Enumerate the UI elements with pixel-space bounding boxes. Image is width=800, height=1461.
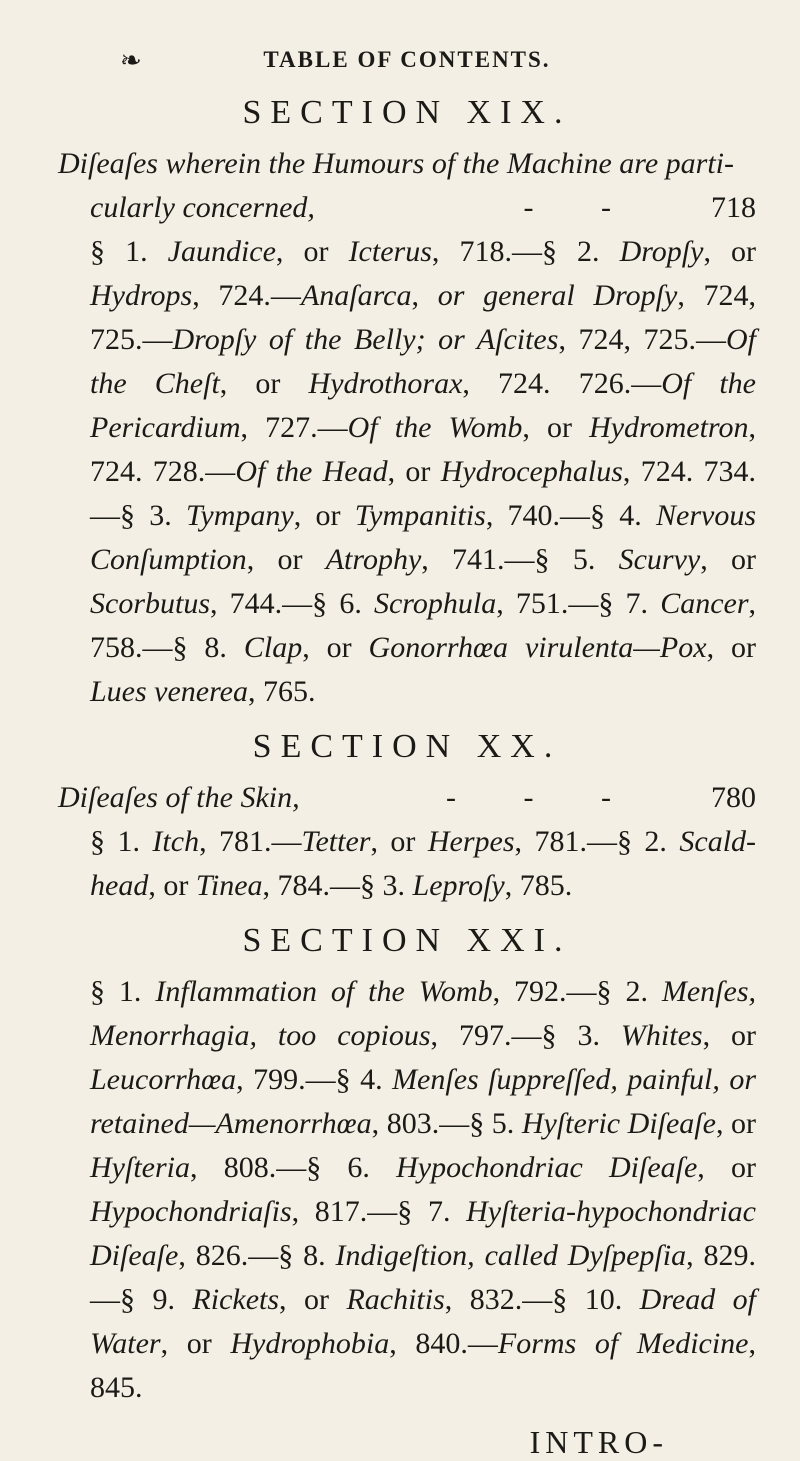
- entry-reference: , 784.—§ 3.: [262, 869, 413, 902]
- entry-topic: Hypochondriaſis: [90, 1195, 292, 1228]
- entry-topic: Hydrops: [90, 279, 193, 312]
- section-19: [58, 94, 756, 714]
- entry-topic: Of the Pericardium: [90, 367, 756, 444]
- entry-topic: Forms of Medicine: [497, 1327, 749, 1360]
- entry-reference: , or: [715, 1107, 756, 1140]
- leader-dashes: - - -: [446, 781, 641, 814]
- entry-reference: , or: [387, 455, 441, 488]
- entry-reference: , 741.—§ 5.: [421, 543, 619, 576]
- section-intro-text-2: cularly concerned,: [90, 191, 315, 224]
- entry-topic: Rickets: [192, 1283, 280, 1316]
- entry-topic: Hyſteric Diſeaſe: [521, 1107, 716, 1140]
- section-intro: [58, 142, 756, 186]
- entry-topic: Icterus: [328, 235, 432, 268]
- entry-reference: , or: [702, 1019, 757, 1052]
- entry-topic: Tinea: [195, 869, 263, 902]
- entry-topic: Of the Womb: [347, 411, 523, 444]
- entry-reference: , 724, 725.—: [90, 279, 757, 356]
- entry-topic: Menſes ſuppreſſed, painful, or retained—Amenorrhœa: [90, 1063, 756, 1140]
- section-page-number: 718: [711, 191, 756, 224]
- entry-topic: Jaundice: [167, 235, 276, 268]
- section-heading: SECTION XXI.: [242, 922, 572, 959]
- running-header: [58, 40, 756, 80]
- section-intro: [58, 776, 756, 820]
- entry-topic: Hydrophobia: [230, 1327, 390, 1360]
- entry-topic: Hydrometron: [589, 411, 749, 444]
- entry-reference: or: [303, 235, 329, 268]
- entry-reference: , 751.—§ 7.: [496, 587, 661, 620]
- entry-topic: Hydrocephalus: [440, 455, 623, 488]
- entry-reference: ,: [411, 279, 438, 312]
- entry-reference: , 785.: [504, 869, 573, 902]
- entry-topic: Tympany: [185, 499, 294, 532]
- entry-reference: , 727.—: [240, 411, 348, 444]
- entry-topic: Lues venerea: [90, 675, 248, 708]
- entry-reference: , 803.—§ 5.: [371, 1107, 522, 1140]
- entry-topic: Hydrothorax: [308, 367, 463, 400]
- entry-topic: Tetter: [301, 825, 371, 858]
- section-entries: [58, 820, 756, 908]
- entry-topic: Rachitis: [346, 1283, 445, 1316]
- entry-topic: Indigeſtion, called Dyſpepſia: [335, 1239, 687, 1272]
- entry-topic: Of the Head: [235, 455, 388, 488]
- section-entries: [58, 970, 756, 1410]
- entry-reference: , 829.—§ 9.: [90, 1239, 756, 1316]
- entry-reference: , 808.—§ 6.: [189, 1151, 397, 1184]
- entry-reference: , 799.—§ 4.: [236, 1063, 393, 1096]
- entry-reference: , 826.—§ 8.: [178, 1239, 336, 1272]
- section-intro-text: Diſeaſes wherein the Humours of the Machine are parti-: [58, 147, 734, 180]
- entry-topic: Scrophula: [373, 587, 497, 620]
- entry-topic: Dropſy: [619, 235, 704, 268]
- entry-reference: , or: [246, 543, 326, 576]
- entry-reference: , 845.: [90, 1327, 756, 1404]
- section-intro-text: Diſeaſes of the Skin,: [58, 781, 300, 814]
- entry-reference: , or: [160, 1327, 231, 1360]
- entry-topic: Hyſteria: [90, 1151, 190, 1184]
- fleuron-ornament-icon: ❧: [120, 46, 142, 75]
- entry-reference: , or: [697, 1151, 756, 1184]
- entry-topic: Leucorrhœa: [90, 1063, 237, 1096]
- entry-topic: Tympanitis: [354, 499, 486, 532]
- section-heading: SECTION XIX.: [242, 94, 572, 131]
- entry-topic: Hyſteria-hypochondriac Diſeaſe: [90, 1195, 756, 1272]
- entry-topic: Gonorrhœa virulenta—Pox: [368, 631, 707, 664]
- entry-topic: or general Dropſy: [437, 279, 678, 312]
- entry-reference: , 758.—§ 8.: [90, 587, 757, 664]
- running-title: TABLE OF CONTENTS.: [263, 47, 551, 72]
- entry-reference: , 718.—§ 2.: [431, 235, 620, 268]
- entry-topic: Herpes: [427, 825, 515, 858]
- entry-topic: Cancer: [660, 587, 749, 620]
- entry-reference: , or: [370, 825, 428, 858]
- section-heading: SECTION XX.: [252, 728, 562, 765]
- entry-topic: Atrophy: [325, 543, 422, 576]
- entry-reference: , 724. 728.—: [90, 411, 756, 488]
- entry-reference: , 832.—§ 10.: [444, 1283, 640, 1316]
- entry-section-mark: § 1.: [90, 825, 153, 858]
- entry-topic: Of the Cheſt: [90, 323, 757, 400]
- entry-topic: Leproſy: [412, 869, 505, 902]
- entry-topic: Dropſy of the Belly; or Aſcites: [172, 323, 559, 356]
- entry-reference: , 797.—§ 3.: [430, 1019, 621, 1052]
- entry-topic: Itch: [152, 825, 200, 858]
- entry-reference: , 781.—: [199, 825, 302, 858]
- entry-topic: Menſes, Menorrhagia, too copious: [90, 975, 757, 1052]
- entry-topic: Anaſarca: [300, 279, 412, 312]
- entry-reference: ,: [275, 235, 304, 268]
- entry-reference: , or: [703, 235, 757, 268]
- entry-reference: , 840.—: [389, 1327, 498, 1360]
- leader-dashes: - -: [523, 191, 641, 224]
- entry-reference: , or: [148, 869, 196, 902]
- entry-topic: Hypochondriac Diſeaſe: [396, 1151, 698, 1184]
- entry-topic: Scurvy: [618, 543, 701, 576]
- entry-topic: Whites: [620, 1019, 703, 1052]
- entry-reference: , or: [302, 631, 369, 664]
- entry-reference: , or: [706, 631, 756, 664]
- entry-reference: , or: [293, 499, 355, 532]
- section-21: [58, 922, 756, 1410]
- section-page-number: 780: [711, 781, 756, 814]
- entry-reference: , 724. 726.—: [462, 367, 662, 400]
- entry-reference: , 740.—§ 4.: [485, 499, 657, 532]
- entry-topic: Nervous Conſumption: [90, 499, 757, 576]
- section-20: [58, 728, 756, 908]
- entry-reference: , or: [219, 367, 309, 400]
- entry-reference: , 765.: [248, 675, 316, 708]
- entry-reference: , 817.—§ 7.: [291, 1195, 467, 1228]
- section-intro-continued: [58, 186, 756, 230]
- entry-topic: Inflammation of the Womb: [155, 975, 493, 1008]
- entry-topic: Dread of Water: [90, 1283, 756, 1360]
- entry-section-mark: § 1.: [90, 975, 156, 1008]
- entry-reference: , or: [279, 1283, 347, 1316]
- entry-topic: Scald-head: [90, 825, 757, 902]
- entry-reference: , or: [522, 411, 590, 444]
- entry-reference: , 744.—§ 6.: [210, 587, 374, 620]
- entry-topic: Clap: [243, 631, 303, 664]
- entry-reference: , 724. 734.—§ 3.: [90, 455, 757, 532]
- entry-reference: , 724, 725.—: [558, 323, 727, 356]
- entry-reference: , or: [700, 543, 756, 576]
- entry-reference: , 724.—: [192, 279, 301, 312]
- entry-reference: , 781.—§ 2.: [514, 825, 680, 858]
- section-entries: [58, 230, 756, 714]
- entry-topic: Scorbutus: [90, 587, 210, 620]
- catchword: INTRO-: [529, 1424, 668, 1460]
- entry-reference: , 792.—§ 2.: [492, 975, 662, 1008]
- entry-section-mark: § 1.: [90, 235, 168, 268]
